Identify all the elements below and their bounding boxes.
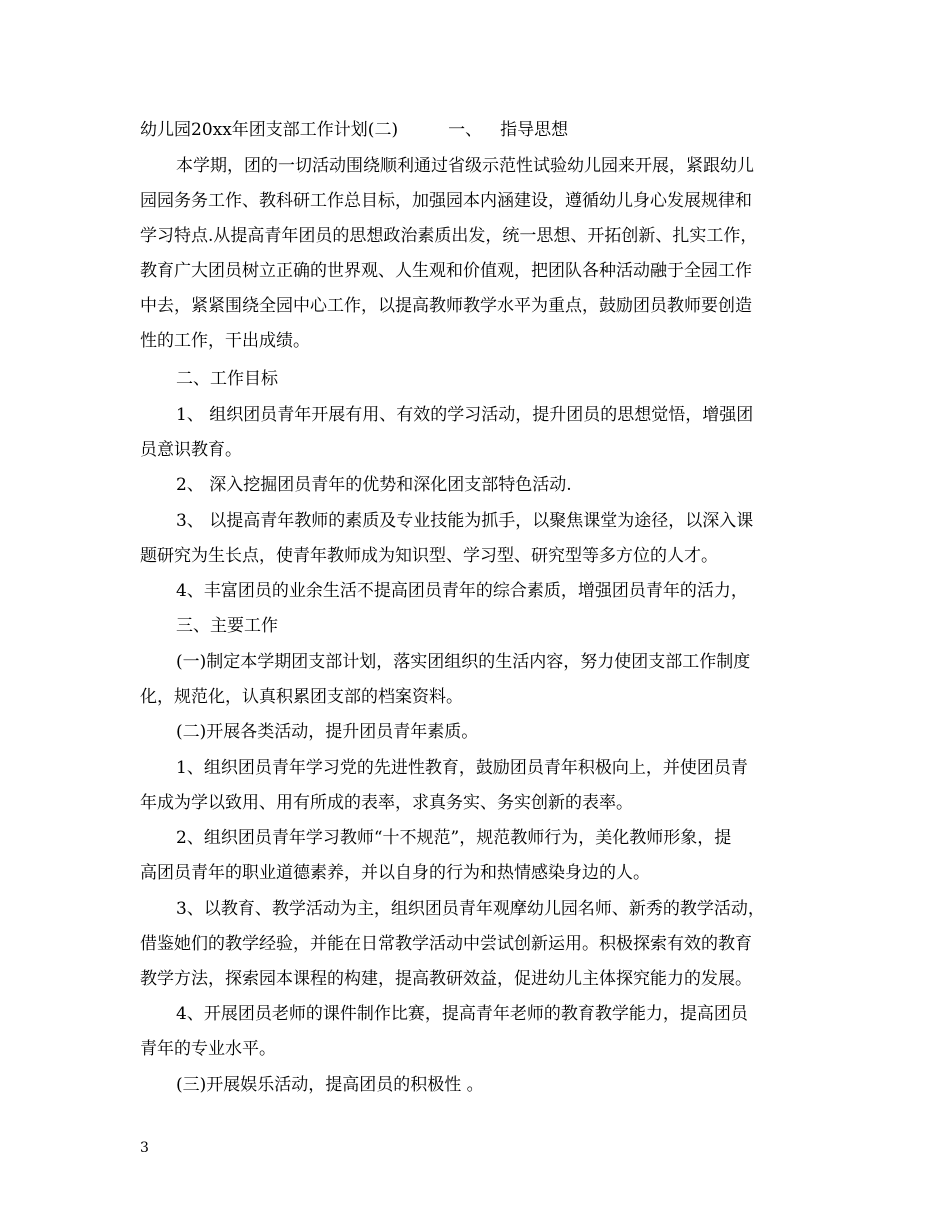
paragraph-line: 题研究为生长点，使青年教师成为知识型、学习型、研究型等多方位的人才。 — [140, 546, 718, 566]
paragraph-line: 2、 深入挖掘团员青年的优势和深化团支部特色活动. — [176, 475, 572, 495]
paragraph-line: 教育广大团员树立正确的世界观、人生观和价值观，把团队各种活动融于全园工作 — [140, 261, 752, 281]
paragraph-line: 园园务务工作、教科研工作总目标，加强园本内涵建设，遵循幼儿身心发展规律和 — [140, 191, 752, 211]
paragraph-line: 教学方法，探索园本课程的构建，提高教研效益，促进幼儿主体探究能力的发展。 — [140, 969, 752, 989]
paragraph-line: 年成为学以致用、用有所成的表率，求真务实、务实创新的表率。 — [140, 793, 633, 813]
paragraph-line: 高团员青年的职业道德素养，并以自身的行为和热情感染身边的人。 — [140, 863, 650, 883]
paragraph-line: (一)制定本学期团支部计划，落实团组织的生活内容，努力使团支部工作制度 — [176, 652, 751, 672]
paragraph-line: 青年的专业水平。 — [140, 1039, 276, 1059]
paragraph-line: 中去，紧紧围绕全园中心工作，以提高教师教学水平为重点，鼓励团员教师要创造 — [140, 296, 752, 316]
paragraph-line: 借鉴她们的教学经验，并能在日常教学活动中尝试创新运用。积极探索有效的教育 — [140, 934, 752, 954]
paragraph-line: 4、丰富团员的业余生活不提高团员青年的综合素质，增强团员青年的活力， — [176, 581, 748, 601]
paragraph-line: 1、 组织团员青年开展有用、有效的学习活动，提升团员的思想觉悟，增强团 — [176, 405, 754, 425]
paragraph-line: 员意识教育。 — [140, 440, 242, 460]
paragraph-line: 1、组织团员青年学习党的先进性教育，鼓励团员青年积极向上，并使团员青 — [176, 758, 748, 778]
paragraph-line: 3、以教育、教学活动为主，组织团员青年观摩幼儿园名师、新秀的教学活动， — [176, 899, 765, 919]
paragraph-line: (二)开展各类活动，提升团员青年素质。 — [176, 722, 479, 742]
document-heading — [140, 118, 568, 142]
paragraph-line: 本学期，团的一切活动围绕顺利通过省级示范性试验幼儿园来开展，紧跟幼儿 — [176, 156, 754, 176]
page-number: 3 — [140, 1140, 149, 1156]
paragraph-line: 性的工作，干出成绩。 — [140, 331, 310, 351]
paragraph-line: (三)开展娱乐活动，提高团员的积极性 。 — [176, 1075, 484, 1095]
section-heading: 二、工作目标 — [176, 369, 278, 389]
document-title: 幼儿园20xx年团支部工作计划(二) — [140, 120, 399, 140]
section-number: 一、 — [448, 120, 483, 140]
paragraph-line: 3、 以提高青年教师的素质及专业技能为抓手，以聚焦课堂为途径，以深入课 — [176, 511, 754, 531]
paragraph-line: 4、开展团员老师的课件制作比赛，提高青年老师的教育教学能力，提高团员 — [176, 1004, 748, 1024]
section-heading: 三、主要工作 — [176, 616, 278, 636]
section-label: 指导思想 — [500, 120, 569, 140]
paragraph-line: 2、组织团员青年学习教师“十不规范”，规范教师行为，美化教师形象，提 — [176, 828, 732, 848]
paragraph-line: 学习特点.从提高青年团员的思想政治素质出发，统一思想、开拓创新、扎实工作， — [140, 226, 758, 246]
paragraph-line: 化，规范化，认真积累团支部的档案资料。 — [140, 687, 463, 707]
